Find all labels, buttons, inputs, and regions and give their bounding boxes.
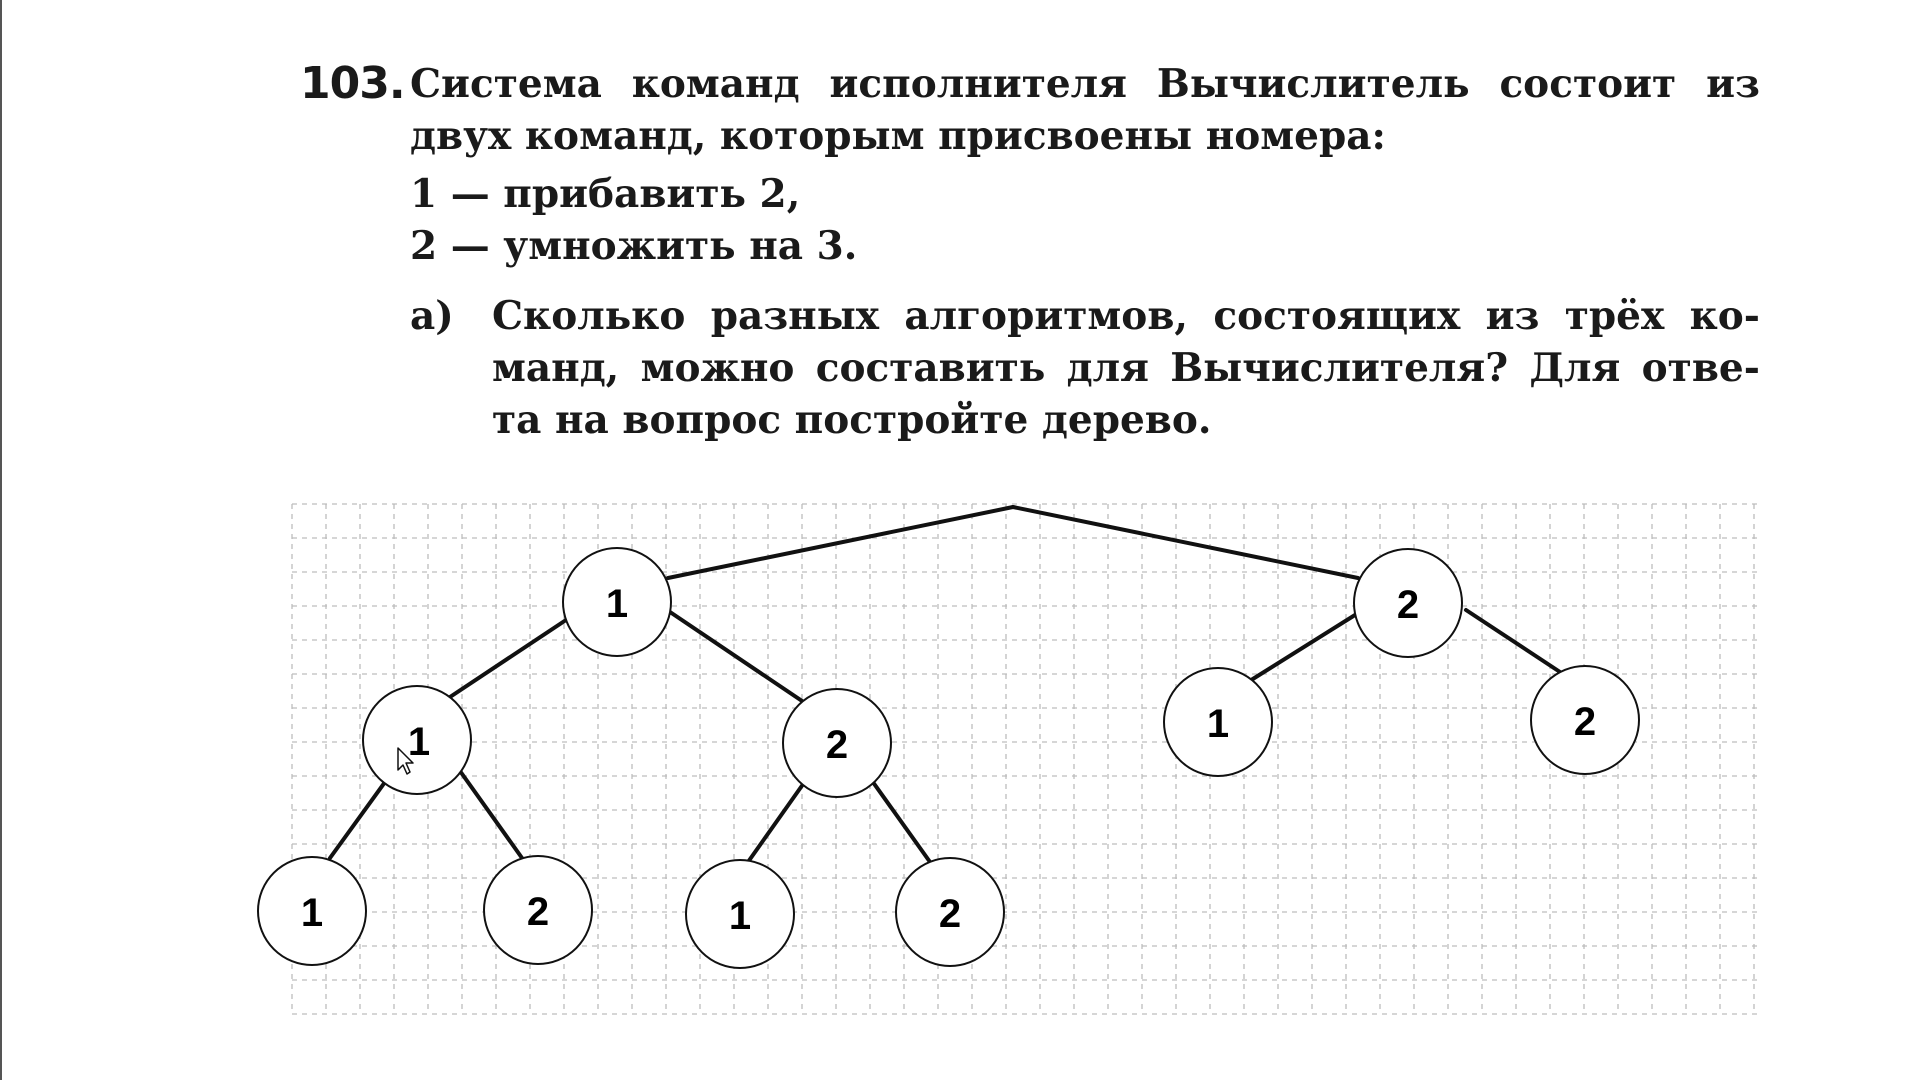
tree-node-1-1 xyxy=(363,686,471,794)
subquestion-label: а) xyxy=(410,293,454,339)
node-label: 2 xyxy=(825,723,849,767)
word: Система xyxy=(410,61,602,107)
tree-node-1-2 xyxy=(783,689,891,797)
question-line-3: та на вопрос постройте дерево. xyxy=(492,397,1212,443)
node-label: 1 xyxy=(605,582,629,626)
word: Вычислителя? xyxy=(1170,345,1509,391)
node-label: 2 xyxy=(1573,700,1597,744)
task-number: 103. xyxy=(300,58,405,109)
tree-node-2-2 xyxy=(1531,666,1639,774)
node-label: 2 xyxy=(526,890,550,934)
word: алгоритмов, xyxy=(904,293,1188,339)
word: состоящих xyxy=(1213,293,1461,339)
word: разных xyxy=(710,293,880,339)
word: манд, xyxy=(492,345,620,391)
word: команд xyxy=(631,61,800,107)
tree-node-1-2-1 xyxy=(686,860,794,968)
word: ко- xyxy=(1689,293,1760,339)
tree-node-2 xyxy=(1354,549,1462,657)
tree-node-1-1-2 xyxy=(484,856,592,964)
word: составить xyxy=(815,345,1046,391)
tree-node-1 xyxy=(563,548,671,656)
word: можно xyxy=(640,345,795,391)
tree-node-2-1 xyxy=(1164,668,1272,776)
node-label: 1 xyxy=(728,894,752,938)
word: Для xyxy=(1529,345,1621,391)
word: исполнителя xyxy=(829,61,1127,107)
command-multiply: 2 — умножить на 3. xyxy=(410,223,858,269)
intro-line-2: двух команд, которым присвоены номера: xyxy=(410,113,1386,159)
word: Вычислитель xyxy=(1156,61,1470,107)
tree-node-1-1-1 xyxy=(258,857,366,965)
word: отве- xyxy=(1641,345,1760,391)
command-add: 1 — прибавить 2, xyxy=(410,171,801,217)
word: Сколько xyxy=(492,293,686,339)
tree-node-1-2-2 xyxy=(896,858,1004,966)
node-label: 1 xyxy=(300,891,324,935)
word: для xyxy=(1066,345,1149,391)
node-label: 1 xyxy=(1206,702,1230,746)
node-label: 1 xyxy=(407,720,431,764)
word: состоит xyxy=(1499,61,1677,107)
word: из xyxy=(1706,61,1760,107)
word: трёх xyxy=(1564,293,1665,339)
word: из xyxy=(1485,293,1540,339)
node-label: 2 xyxy=(938,892,962,936)
node-label: 2 xyxy=(1396,583,1420,627)
